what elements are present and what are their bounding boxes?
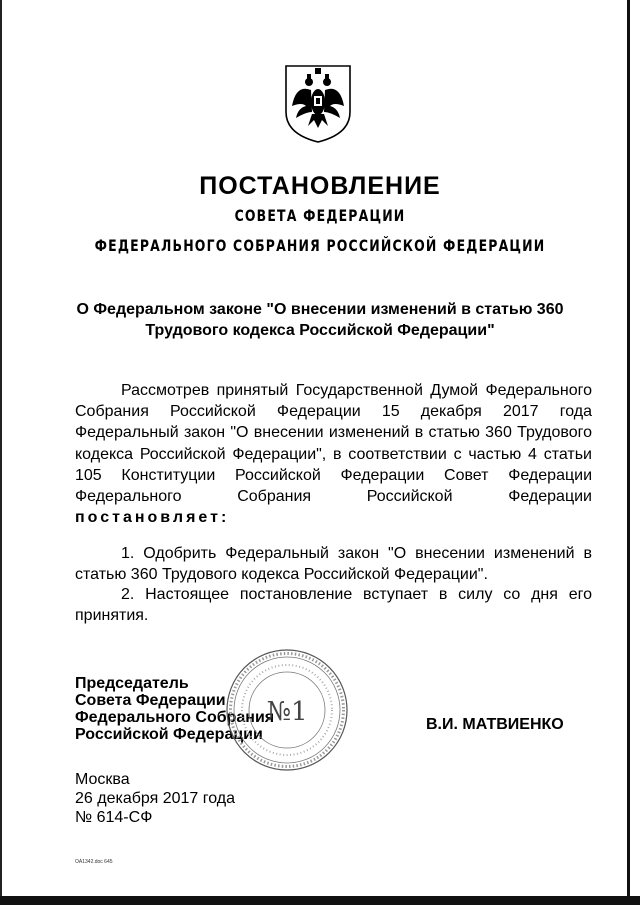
document-title-line-2: Трудового кодекса Российской Федерации" xyxy=(145,322,495,339)
city: Москва xyxy=(75,771,130,788)
page-title: ПОСТАНОВЛЕНИЕ xyxy=(199,172,441,200)
russian-coat-of-arms-icon xyxy=(282,62,354,144)
official-seal-icon xyxy=(222,645,352,775)
preamble-text: Рассмотрев принятый Государственной Думой Федерального Собрания Российской Федерации 15 декабря 2017 года Федеральный закон "О внесении изменений в статью 360 Трудового кодекса Российской Федерации", в соответствии с частью 4 статьи 105 Конституции Российской Федерации Совет Федерации Федерального Собрания Российской Федерации xyxy=(75,382,592,506)
signer-name: В.И. МАТВИЕНКО xyxy=(426,716,564,733)
document-title xyxy=(60,299,580,341)
date: 26 декабря 2017 года xyxy=(75,790,236,807)
issuer-line-2: ФЕДЕРАЛЬНОГО СОБРАНИЯ РОССИЙСКОЙ ФЕДЕРАЦИИ xyxy=(94,236,546,255)
preamble-paragraph xyxy=(75,380,592,528)
page-border-right xyxy=(627,0,630,905)
resolution-item-1: 1. Одобрить Федеральный закон "О внесении изменений в статью 360 Трудового кодекса Российской Федерации". xyxy=(75,545,592,584)
signer-position-line-1: Председатель xyxy=(75,675,189,692)
seal-number: №1 xyxy=(266,697,308,727)
signer-position-line-3: Федерального Собрания xyxy=(75,709,275,726)
resolves-word: постановляет: xyxy=(75,509,230,527)
resolution-item-2: 2. Настоящее постановление вступает в силу со дня его принятия. xyxy=(75,586,592,625)
page-border-left xyxy=(0,0,2,905)
document-number: № 614-СФ xyxy=(75,809,153,826)
signer-position-line-2: Совета Федерации xyxy=(75,692,226,709)
issuer-line-1: СОВЕТА ФЕДЕРАЦИИ xyxy=(234,206,406,225)
document-title-line-1: О Федеральном законе "О внесении изменений в статью 360 xyxy=(76,301,564,318)
page-border-bottom xyxy=(0,896,640,905)
file-code: OA1342.doc 645 xyxy=(75,859,113,865)
place-date-block xyxy=(75,770,235,827)
signer-position-line-4: Российской Федерации xyxy=(75,726,263,743)
